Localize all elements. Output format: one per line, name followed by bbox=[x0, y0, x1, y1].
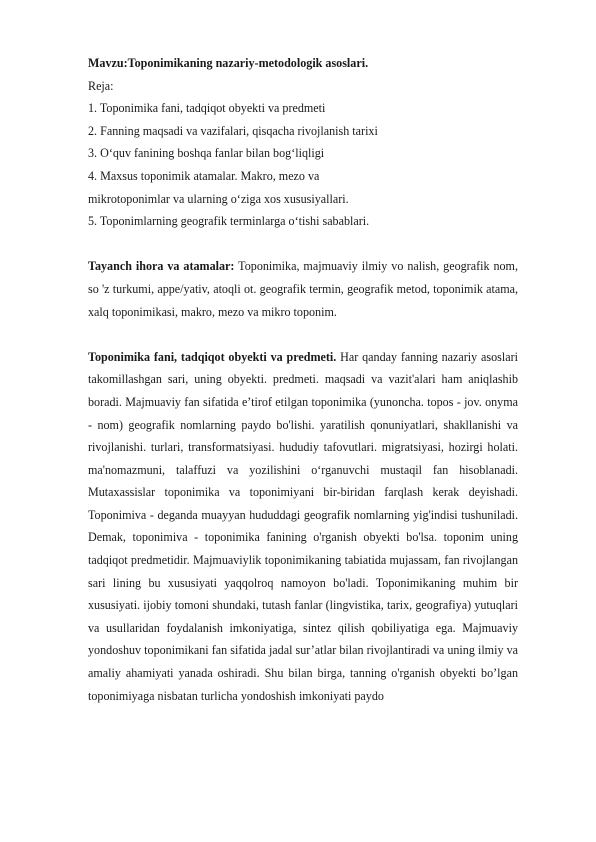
section-heading: Toponimika fani, tadqiqot obyekti va predmeti. bbox=[88, 349, 337, 364]
plan-item: 2. Fanning maqsadi va vazifalari, qisqacha rivojlanish tarixi bbox=[88, 123, 378, 138]
spacer bbox=[88, 323, 518, 346]
plan-item: 1. Toponimika fani, tadqiqot obyekti va predmeti bbox=[88, 101, 326, 116]
keywords-paragraph bbox=[88, 255, 518, 323]
keywords-text: Toponimika, majmuaviy ilmiy vo nalish, geografik nom, so 'z turkumi, appe/yativ, atoqli ot. geografik termin, geografik metod, toponimik atama, xalq toponimikasi, makro, mezo va mikro toponim. bbox=[88, 259, 518, 319]
plan-item: 5. Toponimlarning geografik terminlarga o‘tishi sabablari. bbox=[88, 214, 370, 229]
plan-item: 3. O‘quv fanining boshqa fanlar bilan bog‘liqligi bbox=[88, 146, 325, 161]
document-page bbox=[88, 52, 518, 707]
section-paragraph bbox=[88, 346, 518, 708]
section-text: Har qanday fanning nazariy asoslari takomillashgan sari, uning obyekti. predmeti. maqsadi va vazit'alari ham aniqlashib boradi. Majmuaviy fan sifatida e’tirof etilgan toponimika (yunoncha. topos - jov. onyma - nom) geografik nomlarning paydo bo'lishi. yaratilish qonuniyatlari, shakllanishi va rivojlanishi. turlari, transformatsiyasi. hududiy tafovutlari. migratsiyasi, hozirgi holati. ma'nomazmuni, talaffuzi va yozilishini o‘rganuvchi mustaqil fan hisoblanadi. Mutaxassislar toponimika va toponimiyani bir-biridan farqlash kerak deyishadi. Toponimiva - deganda muayyan hududdagi geografik nomlarning yig'indisi tushuniladi. Demak, toponimiva - toponimika fanining o'rganish obyekti bo'lsa. toponim uning tadqiqot predmetidir. Majmuaviylik toponimikaning tabiatida mujassam, fan rivojlangan sari lining bu xususiyati yaqqolroq namoyon bo'ladi. Toponimikaning muhim bir xususiyati. ijobiy tomoni shundaki, tutash fanlar (lingvistika, tarix, geografiya) yutuqlari va usullaridan foydalanish imkoniyatiga, sintez qilish qobiliyatiga ega. Majmuaviy yondoshuv toponimikani fan sifatida jadal sur’atlar bilan rivojlantiradi va uning ilmiy va amaliy ahamiyati yanada oshiradi. Shu bilan birga, tanning o'rganish obyekti bo’lgan toponimiyaga nisbatan turlicha yondoshish imkoniyati paydo bbox=[88, 349, 518, 703]
plan-item: 4. Maxsus toponimik atamalar. Makro, mezo va bbox=[88, 168, 320, 183]
plan-item: mikrotoponimlar va ularning o‘ziga xos xususiyallari. bbox=[88, 191, 349, 206]
spacer bbox=[88, 233, 518, 256]
plan-label: Reja: bbox=[88, 78, 114, 93]
document-title: Mavzu:Toponimikaning nazariy-metodologik asoslari. bbox=[88, 56, 369, 70]
keywords-label: Tayanch ihora va atamalar: bbox=[88, 259, 235, 274]
